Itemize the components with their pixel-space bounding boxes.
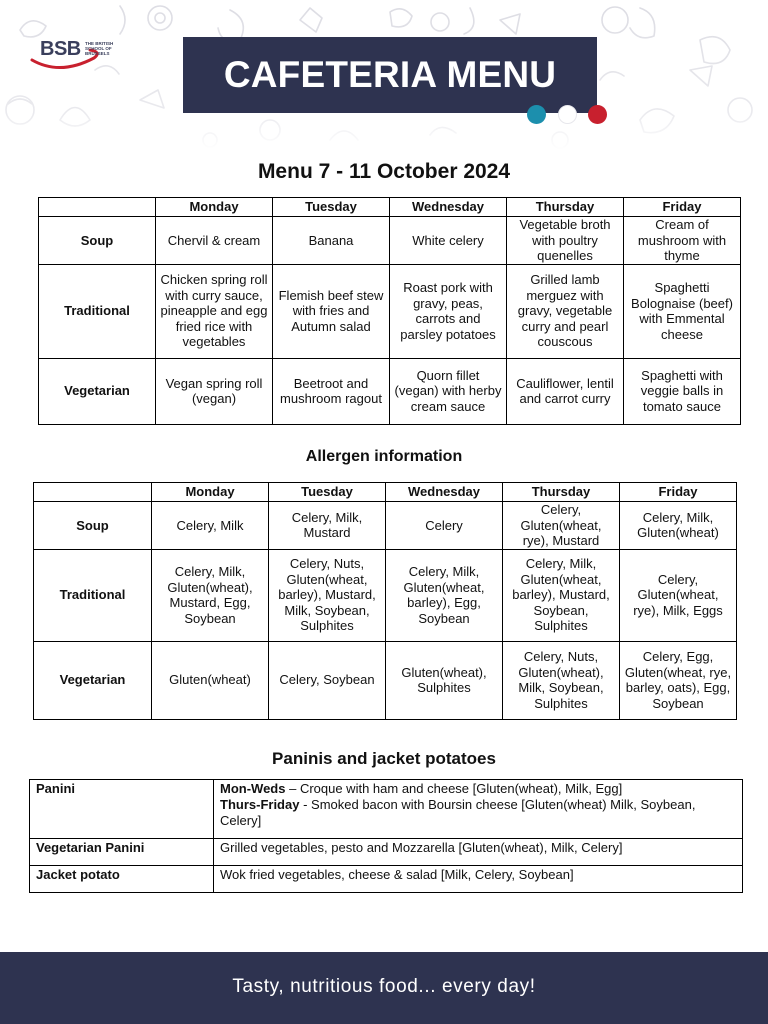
dish-cell: Roast pork with gravy, peas, carrots and parsley potatoes — [390, 264, 507, 358]
dish-cell: Chervil & cream — [156, 217, 273, 265]
day-header: Monday — [156, 198, 273, 217]
row-label: Traditional — [34, 549, 152, 641]
allergen-cell: Celery, Gluten(wheat, rye), Mustard — [503, 502, 620, 550]
red-dot-icon — [588, 105, 607, 124]
panini-description — [214, 780, 743, 839]
allergen-cell: Celery, Milk, Gluten(wheat), Mustard, Egg, Soybean — [152, 549, 269, 641]
allergen-cell: Gluten(wheat) — [152, 641, 269, 719]
panini-table — [29, 779, 743, 893]
day-header: Tuesday — [269, 483, 386, 502]
row-label: Vegetarian — [39, 358, 156, 424]
menu-header-row — [39, 198, 741, 217]
panini-text-2: - Smoked bacon with Boursin cheese [Gluten(wheat) Milk, Soybean, Celery] — [220, 797, 696, 828]
day-header: Friday — [620, 483, 737, 502]
table-row — [30, 839, 743, 866]
day-header: Friday — [624, 198, 741, 217]
allergen-cell: Celery, Soybean — [269, 641, 386, 719]
panini-title: Paninis and jacket potatoes — [272, 749, 496, 768]
table-row — [39, 358, 741, 424]
day-header: Tuesday — [273, 198, 390, 217]
day-header: Thursday — [503, 483, 620, 502]
allergen-cell: Celery, Milk, Gluten(wheat, barley), Mustard, Soybean, Sulphites — [503, 549, 620, 641]
corner-cell — [34, 483, 152, 502]
table-row — [30, 866, 743, 893]
table-row — [39, 217, 741, 265]
allergen-table — [33, 482, 737, 720]
allergen-cell: Celery, Milk — [152, 502, 269, 550]
panini-text-1: – Croque with ham and cheese [Gluten(wheat), Milk, Egg] — [285, 781, 623, 796]
row-label: Panini — [30, 780, 214, 839]
dish-cell: Vegan spring roll (vegan) — [156, 358, 273, 424]
corner-cell — [39, 198, 156, 217]
dish-cell: Cauliflower, lentil and carrot curry — [507, 358, 624, 424]
decorative-dots — [527, 105, 611, 125]
day-header: Thursday — [507, 198, 624, 217]
footer-banner — [0, 952, 768, 1024]
allergen-header-row — [34, 483, 737, 502]
table-row — [34, 641, 737, 719]
dish-cell: Grilled lamb merguez with gravy, vegetable curry and pearl couscous — [507, 264, 624, 358]
allergen-title: Allergen information — [305, 448, 463, 465]
row-label: Soup — [39, 217, 156, 265]
day-header: Wednesday — [386, 483, 503, 502]
day-header: Monday — [152, 483, 269, 502]
footer-tagline: Tasty, nutritious food... every day! — [232, 976, 536, 997]
dish-cell: Quorn fillet (vegan) with herby cream sauce — [390, 358, 507, 424]
panini-days-2: Thurs-Friday — [220, 797, 300, 812]
dish-cell: Spaghetti with veggie balls in tomato sauce — [624, 358, 741, 424]
title-banner — [183, 37, 597, 113]
allergen-cell: Celery, Milk, Gluten(wheat, barley), Egg, Soybean — [386, 549, 503, 641]
allergen-cell: Celery, Nuts, Gluten(wheat, barley), Mustard, Milk, Soybean, Sulphites — [269, 549, 386, 641]
allergen-cell: Celery, Nuts, Gluten(wheat), Milk, Soybean, Sulphites — [503, 641, 620, 719]
dish-cell: Chicken spring roll with curry sauce, pineapple and egg fried rice with vegetables — [156, 264, 273, 358]
row-label: Vegetarian — [34, 641, 152, 719]
row-label: Vegetarian Panini — [30, 839, 214, 866]
dish-cell: Cream of mushroom with thyme — [624, 217, 741, 265]
dish-cell: Flemish beef stew with fries and Autumn salad — [273, 264, 390, 358]
row-label: Soup — [34, 502, 152, 550]
dish-cell: Vegetable broth with poultry quenelles — [507, 217, 624, 265]
row-label: Jacket potato — [30, 866, 214, 893]
logo-text: BSB — [40, 38, 81, 60]
row-label: Traditional — [39, 264, 156, 358]
teal-dot-icon — [527, 105, 546, 124]
table-row — [30, 780, 743, 839]
allergen-cell: Celery, Milk, Gluten(wheat) — [620, 502, 737, 550]
jacket-potato-description: Wok fried vegetables, cheese & salad [Milk, Celery, Soybean] — [214, 866, 743, 893]
table-row — [34, 502, 737, 550]
vegetarian-panini-description: Grilled vegetables, pesto and Mozzarella [Gluten(wheat), Milk, Celery] — [214, 839, 743, 866]
dish-cell: White celery — [390, 217, 507, 265]
logo-school-name: THE BRITISH SCHOOL OF BRUSSELS — [85, 41, 114, 56]
page-title: CAFETERIA MENU — [223, 54, 557, 95]
dish-cell: Beetroot and mushroom ragout — [273, 358, 390, 424]
table-row — [34, 549, 737, 641]
table-row — [39, 264, 741, 358]
school-logo — [30, 38, 130, 74]
allergen-cell: Celery, Gluten(wheat, rye), Milk, Eggs — [620, 549, 737, 641]
white-dot-icon — [558, 105, 577, 124]
menu-table — [38, 197, 741, 425]
allergen-cell: Gluten(wheat), Sulphites — [386, 641, 503, 719]
allergen-cell: Celery, Milk, Mustard — [269, 502, 386, 550]
dish-cell: Spaghetti Bolognaise (beef) with Emmental cheese — [624, 264, 741, 358]
menu-title: Menu 7 - 11 October 2024 — [257, 160, 511, 183]
day-header: Wednesday — [390, 198, 507, 217]
dish-cell: Banana — [273, 217, 390, 265]
allergen-cell: Celery — [386, 502, 503, 550]
allergen-cell: Celery, Egg, Gluten(wheat, rye, barley, oats), Egg, Soybean — [620, 641, 737, 719]
panini-days-1: Mon-Weds — [220, 781, 286, 796]
